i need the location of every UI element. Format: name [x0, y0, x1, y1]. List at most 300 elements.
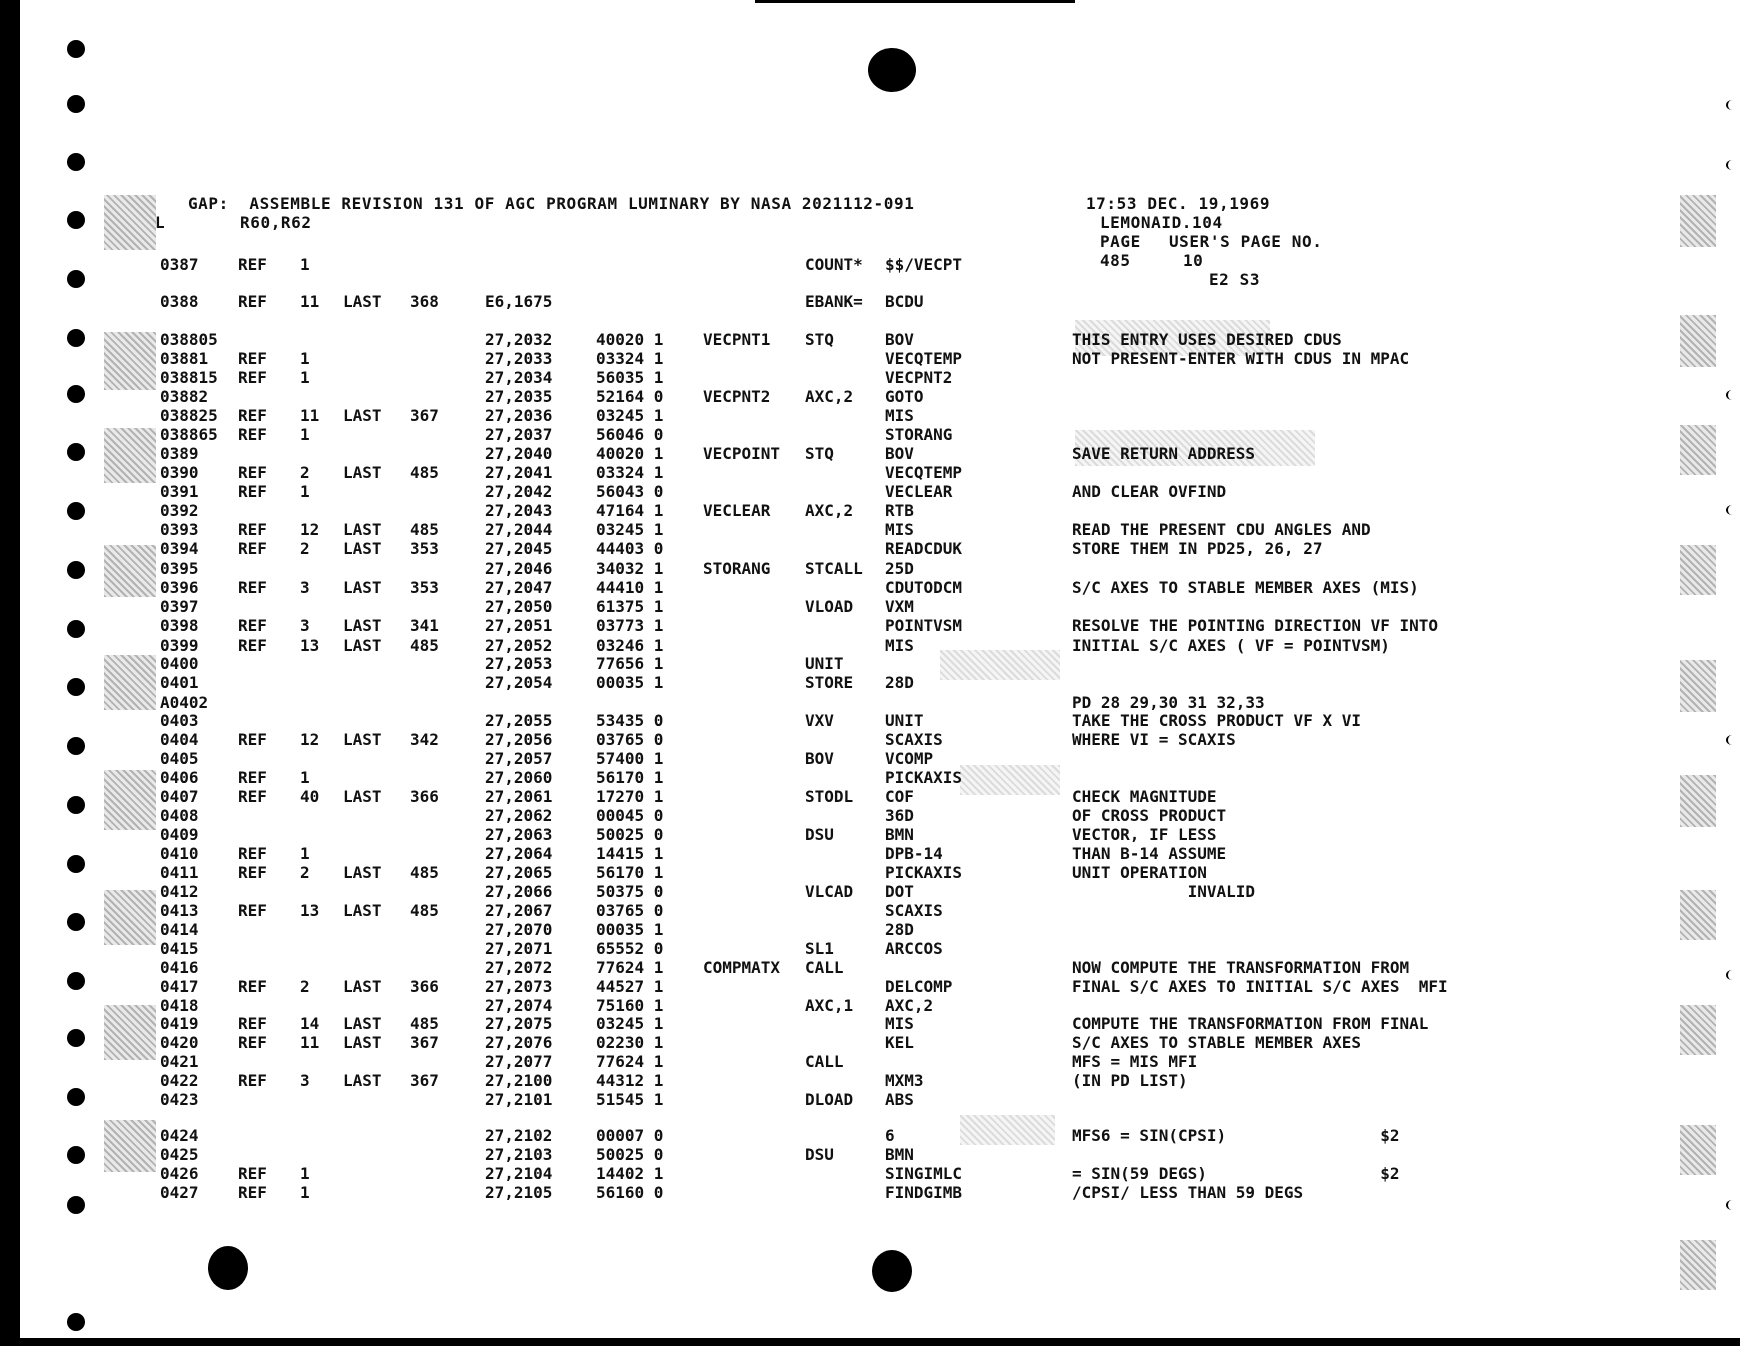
octal-word: 44312 1	[596, 1071, 664, 1090]
comment: INVALID	[1072, 882, 1256, 901]
ref-keyword: REF	[238, 406, 267, 425]
operand: DPB-14	[885, 844, 943, 863]
listing-row	[0, 368, 1740, 386]
operand: ABS	[885, 1090, 914, 1109]
octal-word: 50025 0	[596, 825, 664, 844]
ref-keyword: REF	[238, 1033, 267, 1052]
opcode: STQ	[805, 444, 834, 463]
listing-row	[0, 787, 1740, 805]
last-page: 341	[410, 616, 439, 635]
listing-row	[0, 292, 1740, 310]
memory-address: 27,2047	[485, 578, 553, 597]
line-number: 0399	[160, 636, 199, 655]
opcode: STCALL	[805, 559, 863, 578]
comment: PD 28 29,30 31 32,33	[1072, 693, 1265, 712]
ref-count: 1	[300, 1164, 310, 1183]
margin-mark-icon	[1726, 100, 1738, 110]
punch-hole-icon	[67, 1313, 85, 1331]
octal-word: 77656 1	[596, 654, 664, 673]
memory-address: 27,2051	[485, 616, 553, 635]
opcode: VLOAD	[805, 597, 854, 616]
memory-address: 27,2041	[485, 463, 553, 482]
memory-address: 27,2061	[485, 787, 553, 806]
comment: SAVE RETURN ADDRESS	[1072, 444, 1256, 463]
memory-address: 27,2104	[485, 1164, 553, 1183]
ref-keyword: REF	[238, 636, 267, 655]
line-number: 0415	[160, 939, 199, 958]
line-number: A0402	[160, 693, 209, 712]
octal-word: 50375 0	[596, 882, 664, 901]
ref-keyword: REF	[238, 863, 267, 882]
operand: BOV	[885, 330, 914, 349]
operand: SINGIMLC	[885, 1164, 963, 1183]
listing-row	[0, 996, 1740, 1014]
comment: NOT PRESENT-ENTER WITH CDUS IN MPAC	[1072, 349, 1410, 368]
opcode: AXC,2	[805, 387, 854, 406]
operand: READCDUK	[885, 539, 963, 558]
memory-address: 27,2105	[485, 1183, 553, 1202]
last-keyword: LAST	[343, 292, 382, 311]
assembly-title: GAP: ASSEMBLE REVISION 131 OF AGC PROGRAM LUMINARY BY NASA 2021112-091	[187, 194, 915, 213]
line-number: 0414	[160, 920, 199, 939]
ref-count: 1	[300, 1183, 310, 1202]
listing-row	[0, 425, 1740, 443]
octal-word: 47164 1	[596, 501, 664, 520]
listing-row	[0, 1033, 1740, 1051]
octal-word: 03765 0	[596, 730, 664, 749]
line-number: 0407	[160, 787, 199, 806]
line-number: 0388	[160, 292, 199, 311]
listing-row	[0, 501, 1740, 519]
operand: MIS	[885, 520, 914, 539]
symbol-label: VECPOINT	[703, 444, 781, 463]
listing-row	[0, 330, 1740, 348]
last-keyword: LAST	[343, 520, 382, 539]
listing-row	[0, 863, 1740, 881]
memory-address: 27,2073	[485, 977, 553, 996]
opcode: DSU	[805, 825, 834, 844]
listing-row	[0, 693, 1740, 711]
listing-row	[0, 406, 1740, 424]
opcode: DLOAD	[805, 1090, 854, 1109]
octal-word: 03245 1	[596, 1014, 664, 1033]
last-page: 353	[410, 539, 439, 558]
ref-count: 1	[300, 425, 310, 444]
listing-row	[0, 1145, 1740, 1163]
octal-word: 40020 1	[596, 330, 664, 349]
octal-word: 00045 0	[596, 806, 664, 825]
memory-address: 27,2064	[485, 844, 553, 863]
opcode: VXV	[805, 711, 834, 730]
memory-address: 27,2067	[485, 901, 553, 920]
octal-word: 03765 0	[596, 901, 664, 920]
last-page: 367	[410, 1071, 439, 1090]
listing-row	[0, 1052, 1740, 1070]
ref-keyword: REF	[238, 616, 267, 635]
line-number: 0396	[160, 578, 199, 597]
log-section: R60,R62	[240, 213, 312, 232]
operand: VECPNT2	[885, 368, 953, 387]
octal-word: 44410 1	[596, 578, 664, 597]
ref-count: 2	[300, 463, 310, 482]
last-keyword: LAST	[343, 539, 382, 558]
symbol-label: VECPNT2	[703, 387, 771, 406]
octal-word: 77624 1	[596, 958, 664, 977]
e2s3-marker: E2 S3	[1208, 270, 1261, 289]
ref-keyword: REF	[238, 1014, 267, 1033]
listing-row	[0, 255, 1740, 273]
memory-address: 27,2035	[485, 387, 553, 406]
comment: VECTOR, IF LESS	[1072, 825, 1217, 844]
operand: MXM3	[885, 1071, 924, 1090]
ink-blot-icon	[208, 1246, 248, 1290]
comment: S/C AXES TO STABLE MEMBER AXES (MIS)	[1072, 578, 1419, 597]
memory-address: 27,2037	[485, 425, 553, 444]
operand: RTB	[885, 501, 914, 520]
comment: AND CLEAR OVFIND	[1072, 482, 1227, 501]
operand: COF	[885, 787, 914, 806]
ink-blot-icon	[868, 48, 916, 92]
operand: VECLEAR	[885, 482, 953, 501]
operand: SCAXIS	[885, 901, 943, 920]
memory-address: 27,2071	[485, 939, 553, 958]
operand: KEL	[885, 1033, 914, 1052]
octal-word: 34032 1	[596, 559, 664, 578]
octal-word: 50025 0	[596, 1145, 664, 1164]
comment: RESOLVE THE POINTING DIRECTION VF INTO	[1072, 616, 1439, 635]
memory-address: 27,2056	[485, 730, 553, 749]
listing-row	[0, 1164, 1740, 1182]
operand: STORANG	[885, 425, 953, 444]
operand: DELCOMP	[885, 977, 953, 996]
line-number: 038815	[160, 368, 218, 387]
octal-word: 00035 1	[596, 920, 664, 939]
octal-word: 56170 1	[596, 863, 664, 882]
line-number: 0397	[160, 597, 199, 616]
last-keyword: LAST	[343, 863, 382, 882]
ref-keyword: REF	[238, 1071, 267, 1090]
ref-count: 2	[300, 863, 310, 882]
last-page: 353	[410, 578, 439, 597]
comment: /CPSI/ LESS THAN 59 DEGS	[1072, 1183, 1304, 1202]
operand: GOTO	[885, 387, 924, 406]
line-number: 0416	[160, 958, 199, 977]
comment: OF CROSS PRODUCT	[1072, 806, 1227, 825]
line-number: 038865	[160, 425, 218, 444]
operand: FINDGIMB	[885, 1183, 963, 1202]
punch-hole-icon	[67, 153, 85, 171]
line-number: 0412	[160, 882, 199, 901]
operand: UNIT	[885, 711, 924, 730]
listing-row	[0, 711, 1740, 729]
ref-keyword: REF	[238, 1183, 267, 1202]
listing-row	[0, 920, 1740, 938]
octal-word: 03245 1	[596, 406, 664, 425]
listing-row	[0, 1126, 1740, 1144]
operand: BOV	[885, 444, 914, 463]
octal-word: 57400 1	[596, 749, 664, 768]
memory-address: 27,2052	[485, 636, 553, 655]
memory-address: 27,2062	[485, 806, 553, 825]
last-keyword: LAST	[343, 977, 382, 996]
comment: COMPUTE THE TRANSFORMATION FROM FINAL	[1072, 1014, 1429, 1033]
margin-mark-icon	[1726, 160, 1738, 170]
octal-word: 14402 1	[596, 1164, 664, 1183]
comment: CHECK MAGNITUDE	[1072, 787, 1217, 806]
operand: POINTVSM	[885, 616, 963, 635]
memory-address: 27,2072	[485, 958, 553, 977]
ref-keyword: REF	[238, 349, 267, 368]
opcode: STODL	[805, 787, 854, 806]
comment: READ THE PRESENT CDU ANGLES AND	[1072, 520, 1371, 539]
ref-keyword: REF	[238, 768, 267, 787]
memory-address: 27,2065	[485, 863, 553, 882]
memory-address: 27,2100	[485, 1071, 553, 1090]
line-number: 0409	[160, 825, 199, 844]
ref-count: 1	[300, 844, 310, 863]
octal-word: 03324 1	[596, 349, 664, 368]
listing-row	[0, 1071, 1740, 1089]
last-page: 485	[410, 636, 439, 655]
ref-keyword: REF	[238, 730, 267, 749]
octal-word: 40020 1	[596, 444, 664, 463]
memory-address: 27,2050	[485, 597, 553, 616]
ref-count: 13	[300, 901, 320, 920]
octal-word: 56046 0	[596, 425, 664, 444]
ref-count: 14	[300, 1014, 320, 1033]
operand: CDUTODCM	[885, 578, 963, 597]
users-page-label: USER'S PAGE NO.	[1168, 232, 1323, 251]
ref-count: 3	[300, 1071, 310, 1090]
operand: MIS	[885, 636, 914, 655]
memory-address: 27,2074	[485, 996, 553, 1015]
comment: MFS = MIS MFI	[1072, 1052, 1198, 1071]
symbol-label: VECPNT1	[703, 330, 771, 349]
last-page: 367	[410, 406, 439, 425]
line-number: 0389	[160, 444, 199, 463]
line-number: 0393	[160, 520, 199, 539]
operand: 36D	[885, 806, 914, 825]
line-number: 0426	[160, 1164, 199, 1183]
octal-word: 53435 0	[596, 711, 664, 730]
last-keyword: LAST	[343, 616, 382, 635]
operand: 6	[885, 1126, 895, 1145]
ref-count: 2	[300, 977, 310, 996]
operand: MIS	[885, 406, 914, 425]
scan-noise	[1680, 1240, 1716, 1290]
memory-address: 27,2044	[485, 520, 553, 539]
line-number: 0387	[160, 255, 199, 274]
last-keyword: LAST	[343, 1071, 382, 1090]
opcode: CALL	[805, 1052, 844, 1071]
ref-keyword: REF	[238, 844, 267, 863]
listing-row	[0, 520, 1740, 538]
comment: TAKE THE CROSS PRODUCT VF X VI	[1072, 711, 1361, 730]
memory-address: 27,2043	[485, 501, 553, 520]
last-keyword: LAST	[343, 463, 382, 482]
opcode: VLCAD	[805, 882, 854, 901]
octal-word: 03324 1	[596, 463, 664, 482]
octal-word: 65552 0	[596, 939, 664, 958]
listing-row	[0, 768, 1740, 786]
print-timestamp: 17:53 DEC. 19,1969	[1085, 194, 1271, 213]
opcode: CALL	[805, 958, 844, 977]
listing-row	[0, 636, 1740, 654]
scan-noise	[1680, 195, 1716, 247]
listing-row	[0, 882, 1740, 900]
listing-row	[0, 463, 1740, 481]
line-number: 0422	[160, 1071, 199, 1090]
line-number: 0410	[160, 844, 199, 863]
listing-row	[0, 349, 1740, 367]
operand: BCDU	[885, 292, 924, 311]
line-number: 0421	[160, 1052, 199, 1071]
listing-row	[0, 387, 1740, 405]
line-number: 038805	[160, 330, 218, 349]
ref-count: 1	[300, 368, 310, 387]
memory-address: 27,2101	[485, 1090, 553, 1109]
ref-count: 1	[300, 482, 310, 501]
page-label: PAGE	[1099, 232, 1141, 251]
section-id: L	[155, 213, 166, 232]
opcode: AXC,2	[805, 501, 854, 520]
ref-keyword: REF	[238, 787, 267, 806]
opcode: COUNT*	[805, 255, 863, 274]
opcode: STORE	[805, 673, 854, 692]
memory-address: 27,2063	[485, 825, 553, 844]
last-page: 485	[410, 863, 439, 882]
ref-count: 12	[300, 520, 320, 539]
octal-word: 56160 0	[596, 1183, 664, 1202]
line-number: 0418	[160, 996, 199, 1015]
line-number: 0413	[160, 901, 199, 920]
listing-row	[0, 482, 1740, 500]
printer-id: LEMONAID.104	[1099, 213, 1223, 232]
ref-keyword: REF	[238, 255, 267, 274]
users-page-number: 10	[1182, 251, 1204, 270]
comment: UNIT OPERATION	[1072, 863, 1207, 882]
comment: MFS6 = SIN(CPSI) $2	[1072, 1126, 1400, 1145]
memory-address: 27,2042	[485, 482, 553, 501]
last-keyword: LAST	[343, 1014, 382, 1033]
memory-address: 27,2057	[485, 749, 553, 768]
octal-word: 44403 0	[596, 539, 664, 558]
line-number: 0424	[160, 1126, 199, 1145]
octal-word: 00007 0	[596, 1126, 664, 1145]
last-page: 366	[410, 977, 439, 996]
last-keyword: LAST	[343, 636, 382, 655]
line-number: 0420	[160, 1033, 199, 1052]
ref-count: 13	[300, 636, 320, 655]
operand: 25D	[885, 559, 914, 578]
operand: BMN	[885, 1145, 914, 1164]
memory-address: 27,2102	[485, 1126, 553, 1145]
opcode: DSU	[805, 1145, 834, 1164]
last-keyword: LAST	[343, 901, 382, 920]
last-keyword: LAST	[343, 406, 382, 425]
last-page: 485	[410, 520, 439, 539]
comment: (IN PD LIST)	[1072, 1071, 1188, 1090]
line-number: 03881	[160, 349, 209, 368]
line-number: 0404	[160, 730, 199, 749]
line-number: 0394	[160, 539, 199, 558]
ref-keyword: REF	[238, 368, 267, 387]
memory-address: 27,2077	[485, 1052, 553, 1071]
comment: FINAL S/C AXES TO INITIAL S/C AXES MFI	[1072, 977, 1448, 996]
memory-address: 27,2040	[485, 444, 553, 463]
memory-address: 27,2055	[485, 711, 553, 730]
memory-address: 27,2046	[485, 559, 553, 578]
margin-mark-icon	[1726, 1200, 1738, 1210]
line-number: 0427	[160, 1183, 199, 1202]
ref-count: 2	[300, 539, 310, 558]
ref-keyword: REF	[238, 463, 267, 482]
ref-count: 3	[300, 578, 310, 597]
memory-address: 27,2075	[485, 1014, 553, 1033]
octal-word: 00035 1	[596, 673, 664, 692]
ref-count: 11	[300, 292, 320, 311]
operand: VECQTEMP	[885, 349, 963, 368]
operand: 28D	[885, 920, 914, 939]
memory-address: 27,2045	[485, 539, 553, 558]
operand: DOT	[885, 882, 914, 901]
listing-row	[0, 559, 1740, 577]
comment: THAN B-14 ASSUME	[1072, 844, 1227, 863]
ref-keyword: REF	[238, 1164, 267, 1183]
last-page: 368	[410, 292, 439, 311]
ref-keyword: REF	[238, 977, 267, 996]
memory-address: 27,2033	[485, 349, 553, 368]
memory-address: E6,1675	[485, 292, 553, 311]
ref-keyword: REF	[238, 520, 267, 539]
memory-address: 27,2103	[485, 1145, 553, 1164]
memory-address: 27,2054	[485, 673, 553, 692]
operand: MIS	[885, 1014, 914, 1033]
memory-address: 27,2036	[485, 406, 553, 425]
comment: STORE THEM IN PD25, 26, 27	[1072, 539, 1323, 558]
line-number: 03882	[160, 387, 209, 406]
listing-row	[0, 578, 1740, 596]
line-number: 0391	[160, 482, 199, 501]
line-number: 0401	[160, 673, 199, 692]
top-scan-border	[755, 0, 1075, 3]
last-page: 485	[410, 1014, 439, 1033]
opcode: EBANK=	[805, 292, 863, 311]
memory-address: 27,2070	[485, 920, 553, 939]
opcode: UNIT	[805, 654, 844, 673]
operand: BMN	[885, 825, 914, 844]
last-keyword: LAST	[343, 578, 382, 597]
listing-row	[0, 730, 1740, 748]
last-keyword: LAST	[343, 730, 382, 749]
last-keyword: LAST	[343, 787, 382, 806]
opcode: AXC,1	[805, 996, 854, 1015]
bottom-scan-border	[0, 1338, 1740, 1346]
operand: VXM	[885, 597, 914, 616]
opcode: STQ	[805, 330, 834, 349]
operand: VCOMP	[885, 749, 934, 768]
line-number: 038825	[160, 406, 218, 425]
listing-row	[0, 977, 1740, 995]
listing-row	[0, 444, 1740, 462]
comment: NOW COMPUTE THE TRANSFORMATION FROM	[1072, 958, 1410, 977]
ref-count: 1	[300, 768, 310, 787]
octal-word: 56170 1	[596, 768, 664, 787]
ref-count: 12	[300, 730, 320, 749]
ref-count: 40	[300, 787, 320, 806]
ref-keyword: REF	[238, 539, 267, 558]
octal-word: 77624 1	[596, 1052, 664, 1071]
